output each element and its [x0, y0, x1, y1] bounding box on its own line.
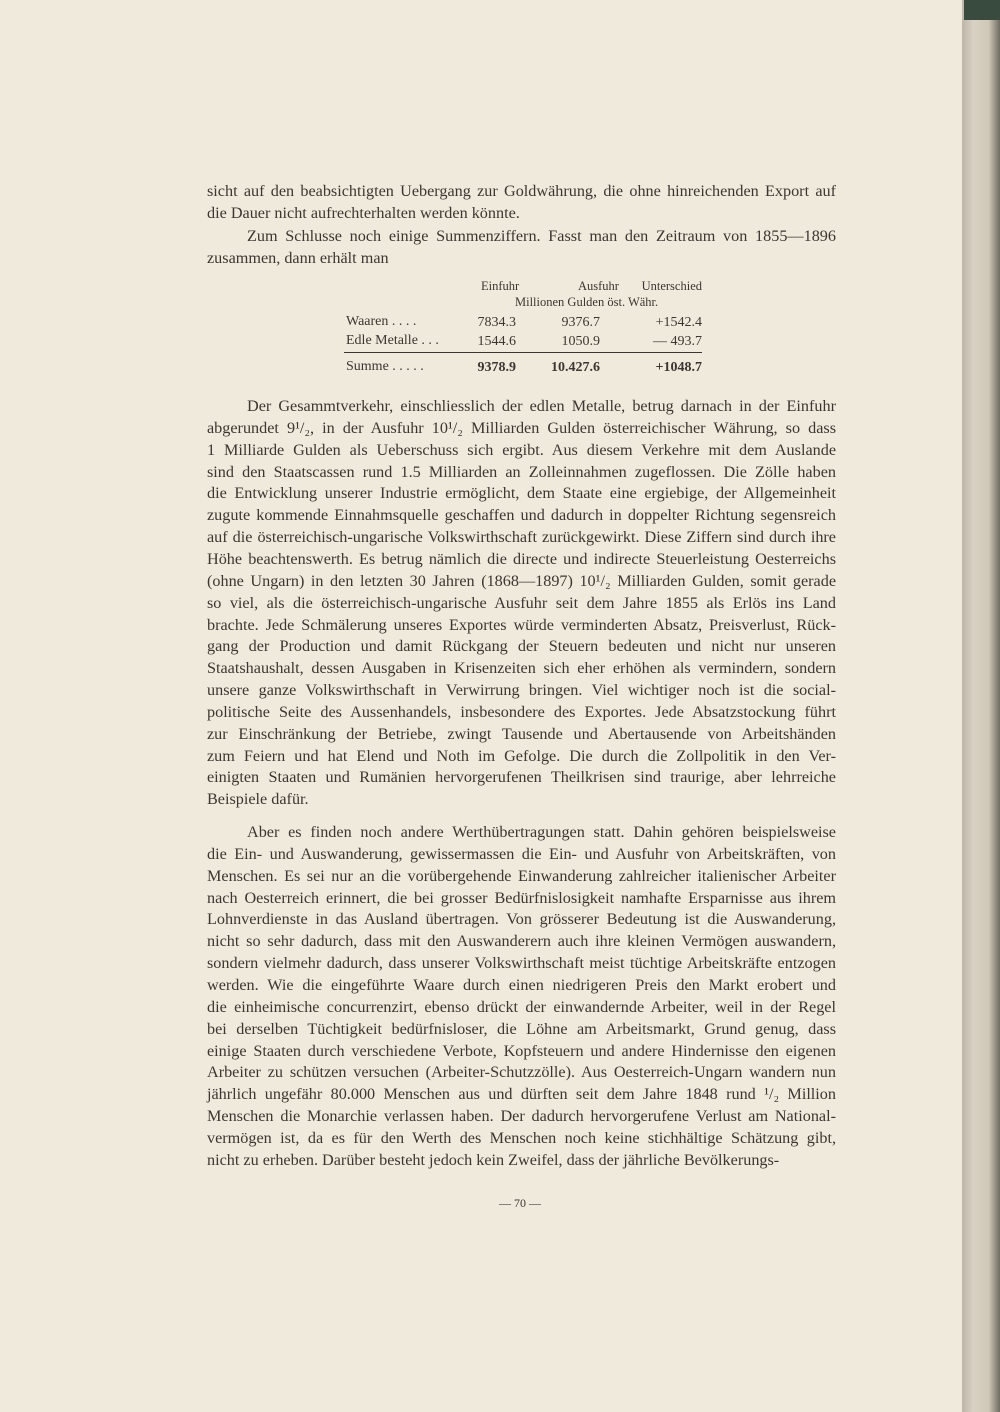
cell-unterschied: +1542.4 [655, 315, 702, 330]
text-line: die Dauer nicht aufrechterhalten werden könnte. [207, 203, 520, 222]
text-line: Aber es finden noch andere Werthübertragungen statt. Dahin gehören beispielsweise [247, 823, 836, 841]
text-line: (ohne Ungarn) in den letzten 30 Jahren (1868—1897) 10¹/₂ Milliarden Gulden, somit gerade [207, 571, 836, 590]
total-label: Summe . . . . . [346, 359, 424, 374]
text-line: Höhe beachtenswerth. Es betrug nämlich die directe und indirecte Steuerleistung Oesterreichs [207, 549, 836, 568]
header-unterschied: Unterschied [641, 279, 702, 293]
header-einfuhr: Einfuhr [481, 279, 520, 293]
text-line: bei derselben Tüchtigkeit bedürfnisloser, die Löhne am Arbeitsmarkt, Grund genug, dass [207, 1019, 836, 1038]
text-line: Staatshaushalt, dessen Ausgaben in Krisenzeiten sich eher erhöhen als vermindern, sondern [207, 659, 836, 678]
text-line: abgerundet 9¹/₂, in der Ausfuhr 10¹/₂ Milliarden Gulden österreichischer Währung, so dass [207, 418, 836, 437]
text-line: nicht so sehr dadurch, dass mit den Auswanderern auch ihre kleinen Vermögen auswandern, [207, 932, 836, 951]
text-line: zusammen, dann erhält man [207, 248, 389, 267]
text-line: Der Gesammtverkehr, einschliesslich der edlen Metalle, betrug darnach in der Einfuhr [247, 397, 836, 415]
text-line: gang der Production und damit Rückgang der Steuern bedeuten und nicht nur unseren [207, 637, 836, 656]
text-line: Beispiele dafür. [207, 790, 309, 809]
cell-ausfuhr: 9376.7 [561, 315, 600, 330]
total-einfuhr: 9378.9 [477, 360, 516, 375]
text-line: brachte. Jede Schmälerung unseres Exportes würde verminderten Absatz, Preisverlust, Rück- [207, 615, 836, 634]
text-line: sondern vielmehr dadurch, dass unserer Volkswirthschaft meist tüchtige Arbeitskräfte entzogen [207, 954, 836, 973]
cell-ausfuhr: 1050.9 [561, 334, 600, 349]
text-line: zum Feiern und hat Elend und Noth im Gefolge. Die durch die Zollpolitik in den Ver- [207, 746, 836, 765]
text-line: werden. Wie die eingeführte Waare durch einen niedrigeren Preis den Markt erobert und [207, 975, 836, 994]
total-ausfuhr: 10.427.6 [551, 360, 600, 375]
row-label: Edle Metalle . . . [346, 333, 439, 348]
table-divider [344, 352, 702, 353]
cell-einfuhr: 1544.6 [477, 334, 516, 349]
text-line: Menschen. Es sei nur an die vorübergehende Einwanderung zahlreicher italienischer Arbeiter [207, 866, 836, 885]
text-line: Lohnverdienste in das Ausland übertragen. Von grösserer Bedeutung ist die Auswanderung, [207, 910, 836, 929]
cell-einfuhr: 7834.3 [477, 315, 516, 330]
page-number: — 70 — [499, 1196, 541, 1210]
text-line: die Entwicklung unserer Industrie ermöglicht, dem Staate eine ergiebige, der Allgemeinheit [207, 484, 836, 503]
text-line: vermögen ist, da es für den Werth des Menschen noch keine stichhältige Schätzung gibt, [207, 1128, 836, 1147]
text-line: zugute kommende Einnahmsquelle geschaffen und dadurch in doppelter Richtung segensreich [207, 506, 836, 525]
row-label: Waaren . . . . [346, 314, 417, 329]
text-line: jährlich ungefähr 80.000 Menschen aus und dürften seit dem Jahre 1848 rund ¹/₂ Million [207, 1085, 836, 1104]
text-line: politische Seite des Aussenhandels, insbesondere des Exportes. Jede Absatzstockung führt [207, 702, 836, 721]
text-line: die einheimische concurrenzirt, ebenso drückt der einwandernde Arbeiter, weil in der Regel [207, 997, 836, 1016]
text-line: nicht zu erheben. Darüber besteht jedoch kein Zweifel, dass der jährliche Bevölkerungs- [207, 1150, 780, 1169]
text-line: zur Einschränkung der Betriebe, zwingt Tausende und Abertausende von Arbeitshänden [207, 724, 836, 743]
text-line: Arbeiter zu schützen versuchen (Arbeiter-Schutzzölle). Aus Oesterreich-Ungarn wandern nun [207, 1063, 836, 1082]
header-ausfuhr: Ausfuhr [578, 279, 619, 293]
text-line: 1 Milliarde Gulden als Ueberschuss sich ergibt. Aus diesem Verkehre mit dem Auslande [207, 440, 836, 459]
text-line: so viel, als die österreichisch-ungarische Ausfuhr seit dem Jahre 1855 als Erlös ins Land [207, 593, 836, 612]
text-line: einige Staaten durch verschiedene Verbote, Kopfsteuern und andere Hindernisse den eigenen [207, 1041, 836, 1060]
text-line: Zum Schlusse noch einige Summenziffern. Fasst man den Zeitraum von 1855—1896 [247, 227, 836, 245]
binding-corner [964, 0, 1000, 20]
unit-label: Millionen Gulden öst. Währ. [515, 295, 659, 309]
text-line: die Ein- und Auswanderung, gewissermassen die Ein- und Ausfuhr von Arbeitskräften, von [207, 844, 836, 863]
text-line: einigten Staaten und Rumänien hervorgerufenen Theilkrisen sind traurige, aber lehrreiche [207, 768, 836, 787]
text-line: sind den Staatscassen rund 1.5 Milliarden an Zolleinnahmen zugeflossen. Die Zölle haben [207, 462, 836, 481]
text-line: unsere ganze Volkswirthschaft in Verwirrung bringen. Viel wichtiger noch ist die social- [207, 681, 836, 700]
cell-unterschied: — 493.7 [653, 334, 702, 349]
text-line: sicht auf den beabsichtigten Uebergang zur Goldwährung, die ohne hinreichenden Export auf [207, 182, 836, 200]
total-unterschied: +1048.7 [655, 360, 702, 375]
text-line: auf die österreichisch-ungarische Volkswirthschaft zurückgewirkt. Diese Ziffern sind durch ihre [207, 528, 836, 547]
text-line: Menschen die Monarchie verlassen haben. Der dadurch hervorgerufene Verlust am National- [207, 1107, 836, 1126]
text-line: nach Oesterreich erinnert, die bei grosser Bedürfnislosigkeit namhafte Ersparnisse aus ihrem [207, 888, 836, 907]
